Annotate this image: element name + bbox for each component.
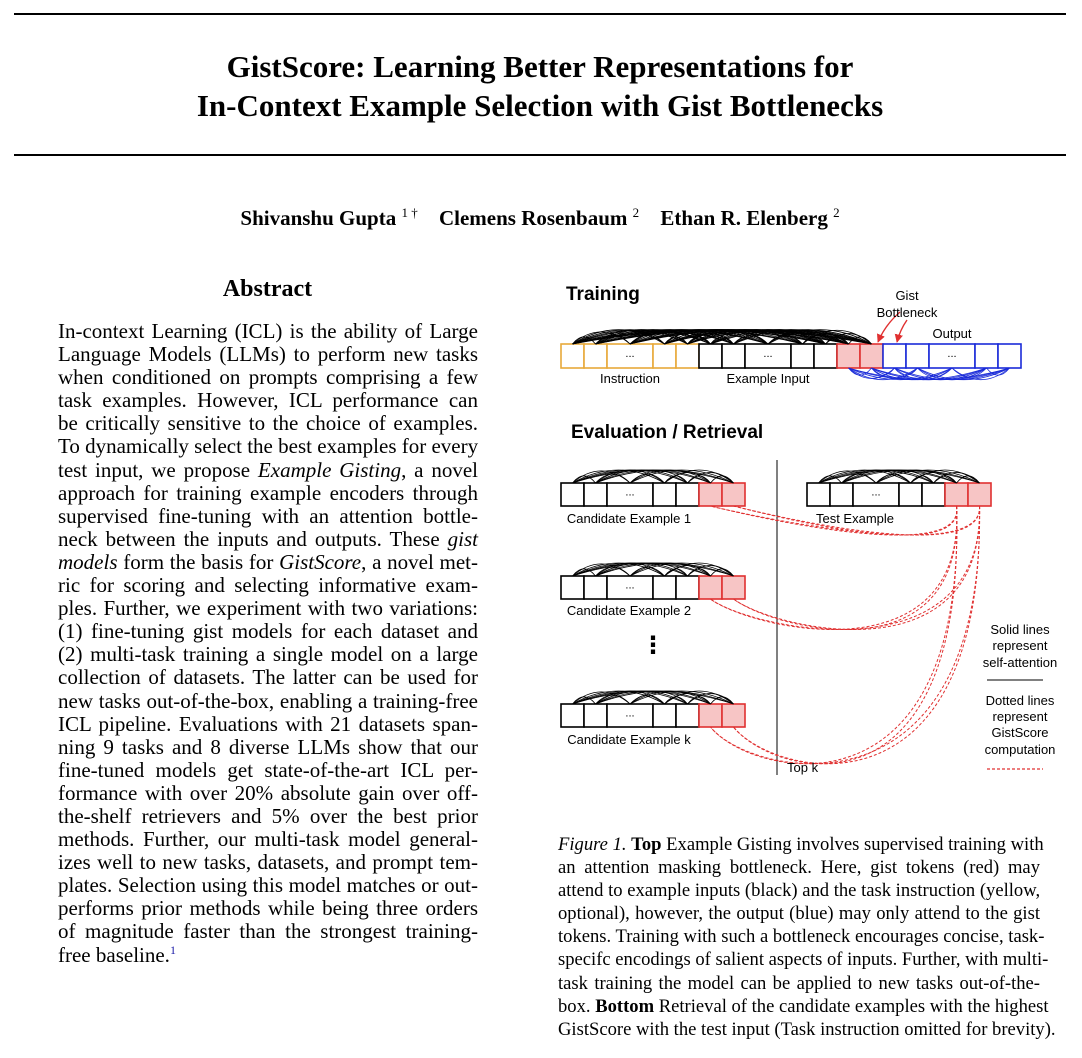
abstract-line	[58, 736, 478, 759]
emphasis-text: gist	[447, 526, 478, 551]
gist-token	[722, 704, 745, 727]
token-box	[561, 344, 584, 368]
abstract-line	[58, 528, 478, 551]
caption-line	[558, 902, 1040, 925]
caption-text: task training the model can be applied to new tasks out-of-the-	[558, 972, 1040, 994]
bottleneck-arrow	[897, 320, 907, 342]
abstract-line	[58, 690, 478, 713]
token-box	[807, 483, 830, 506]
gist-token	[945, 483, 968, 506]
abstract-heading: Abstract	[222, 276, 313, 302]
token-ellipsis: ...	[947, 348, 957, 360]
token-box	[906, 344, 929, 368]
caption-line	[558, 856, 1040, 879]
test-example-label: Test Example	[815, 511, 895, 526]
abstract-line	[58, 944, 478, 967]
abstract-text: test input, we propose	[58, 457, 258, 482]
abstract-text: neck between the inputs and outputs. These	[58, 526, 448, 551]
caption-line	[558, 833, 1044, 856]
caption-line	[558, 948, 1049, 971]
gist-token	[860, 344, 883, 368]
caption-line	[558, 879, 1040, 902]
token-box	[653, 576, 676, 599]
token-box	[676, 576, 699, 599]
token-box	[561, 483, 584, 506]
paper-title-line-2: In-Context Example Selection with Gist Bottlenecks	[196, 88, 884, 123]
author-name: Ethan R. Elenberg	[660, 206, 828, 230]
gist-token	[699, 704, 722, 727]
abstract-line	[58, 897, 478, 920]
abstract-line	[58, 482, 478, 505]
emphasis-text: GistScore	[279, 549, 362, 574]
gist-token	[699, 483, 722, 506]
abstract-text: In-context Learning (ICL) is the ability of Large	[58, 319, 478, 343]
emphasis-text: models	[58, 549, 118, 574]
caption-text: box.	[558, 995, 596, 1017]
token-box	[653, 704, 676, 727]
token-box	[584, 704, 607, 727]
gist-bottleneck-label: Bottleneck	[876, 305, 938, 320]
abstract-text: new tasks out-of-the-box, enabling a training-free	[58, 688, 478, 713]
gist-bottleneck-label: Gist	[895, 288, 919, 303]
token-ellipsis: ...	[625, 579, 635, 592]
token-box	[699, 344, 722, 368]
token-box	[791, 344, 814, 368]
candidate-example-k-label: Candidate Example k	[567, 732, 691, 747]
legend-solid-text: Solid lines	[990, 622, 1050, 637]
abstract-line	[58, 713, 478, 736]
abstract-line	[58, 620, 478, 643]
token-box	[975, 344, 998, 368]
author-affiliation: 2	[632, 205, 640, 220]
token-box	[922, 483, 945, 506]
token-box	[883, 344, 906, 368]
evaluation-title: Evaluation / Retrieval	[571, 422, 764, 443]
abstract-line	[58, 343, 478, 366]
bottom-rule	[14, 154, 1066, 156]
token-box	[998, 344, 1021, 368]
author-affiliation: 2	[833, 205, 840, 220]
caption-text: Example Gisting involves supervised training with	[661, 834, 1044, 855]
abstract-line	[58, 366, 478, 389]
legend-dotted-text: represent	[992, 709, 1048, 724]
caption-line	[558, 925, 1045, 948]
emphasis-text: Example Gisting	[257, 457, 402, 482]
gist-token	[837, 344, 860, 368]
top-label: Top	[631, 834, 662, 855]
abstract-text: ples. Further, we experiment with two variations:	[58, 596, 478, 621]
abstract-line	[58, 459, 478, 482]
abstract-text: task examples. However, ICL performance can	[58, 388, 478, 413]
training-title: Training	[566, 284, 640, 305]
abstract-line	[58, 920, 478, 943]
abstract-line	[58, 574, 478, 597]
caption-text: GistScore with the test input (Task instruction omitted for brevity).	[558, 1018, 1056, 1040]
legend-dotted-text: Dotted lines	[985, 693, 1055, 708]
token-ellipsis: ...	[625, 348, 635, 360]
abstract-text: performs prior methods while being three orders	[58, 896, 478, 921]
candidate-example-1-label: Candidate Example 1	[566, 511, 692, 526]
token-ellipsis: ...	[763, 348, 773, 360]
abstract-line	[58, 643, 478, 666]
caption-text: specifc encodings of salient aspects of inputs. Further, with multi-	[558, 949, 1049, 971]
caption-line	[558, 995, 1049, 1018]
gistscore-dotted-line	[734, 506, 957, 764]
gist-token	[722, 576, 745, 599]
abstract-line	[58, 597, 478, 620]
figure-1-diagram	[545, 270, 1075, 790]
abstract-line	[58, 435, 478, 458]
abstract-line	[58, 759, 478, 782]
token-box	[584, 344, 607, 368]
abstract-text: fine-tuned models get state-of-the-art ICL per-	[58, 757, 478, 782]
abstract-line	[58, 828, 478, 851]
legend-dotted-text: computation	[984, 742, 1056, 757]
abstract-line	[58, 851, 478, 874]
abstract-text: supervised fine-tuning with an attention bottle-	[58, 503, 478, 528]
abstract-text: methods. Further, our multi-task model general-	[58, 827, 478, 852]
token-box	[653, 483, 676, 506]
footnote-marker[interactable]: 1	[169, 942, 176, 957]
abstract-text: when conditioned on prompts comprising a few	[58, 365, 478, 390]
caption-text: tokens. Training with such a bottleneck encourages concise, task-	[558, 926, 1045, 948]
token-ellipsis: ...	[625, 486, 635, 499]
figure-caption	[558, 833, 1056, 1041]
figure-label: Figure 1.	[558, 834, 627, 855]
abstract-text: plates. Selection using this model matches or out-	[58, 873, 478, 898]
abstract-line	[58, 782, 478, 805]
token-box	[561, 704, 584, 727]
token-box	[584, 576, 607, 599]
gistscore-dotted-line	[734, 506, 980, 764]
candidate-example-2-label: Candidate Example 2	[566, 603, 692, 618]
abstract-text: izes well to new tasks, datasets, and prompt tem-	[58, 850, 478, 875]
gist-token	[699, 576, 722, 599]
abstract-text: ric for scoring and selecting informative exam-	[58, 573, 478, 598]
paper-title-line-1: GistScore: Learning Better Representations for	[226, 49, 854, 84]
abstract-text: , a novel	[401, 457, 478, 482]
token-box	[653, 344, 676, 368]
caption-text: Retrieval of the candidate examples with the highest	[654, 995, 1049, 1017]
abstract-text: , a novel met-	[361, 549, 478, 574]
author-list	[14, 200, 1066, 231]
abstract-line	[58, 551, 478, 574]
abstract-line	[58, 805, 478, 828]
abstract-text: (2) multi-task training a single model on a large	[58, 642, 478, 667]
caption-line	[558, 972, 1040, 995]
gist-token	[722, 483, 745, 506]
abstract-text: To dynamically select the best examples for every	[58, 434, 479, 459]
abstract-text: ning 9 tasks and 8 diverse LLMs show that our	[58, 734, 478, 759]
abstract-text: free baseline.	[58, 942, 170, 967]
abstract-text: of magnitude faster than the strongest training-	[58, 919, 478, 944]
example-input-label: Example Input	[726, 371, 810, 386]
abstract-line	[58, 389, 478, 412]
top-k-label: Top k	[787, 760, 819, 775]
abstract-text: Language Models (LLMs) to perform new tasks	[58, 342, 478, 367]
gist-token	[968, 483, 991, 506]
abstract-text: form the basis for	[117, 549, 280, 574]
abstract-line	[58, 412, 478, 435]
output-label: Output	[932, 326, 972, 341]
abstract-text: ICL pipeline. Evaluations with 21 datasets span-	[58, 711, 478, 736]
abstract-text: approach for training example encoders through	[58, 480, 478, 505]
gistscore-dotted-line	[711, 506, 980, 764]
token-box	[830, 483, 853, 506]
token-box	[561, 576, 584, 599]
abstract-text: formance with over 20% absolute gain over off-	[58, 780, 478, 805]
caption-text: an attention masking bottleneck. Here, gist tokens (red) may	[558, 857, 1040, 879]
token-box	[814, 344, 837, 368]
legend-dotted-text: GistScore	[991, 725, 1049, 740]
legend-solid-text: represent	[992, 638, 1048, 653]
token-ellipsis: ...	[625, 707, 635, 720]
caption-text: optional), however, the output (blue) may only attend to the gist	[558, 903, 1040, 925]
caption-text: attend to example inputs (black) and the task instruction (yellow,	[558, 880, 1041, 902]
token-box	[676, 344, 699, 368]
instruction-label: Instruction	[600, 371, 660, 386]
token-ellipsis: ...	[871, 486, 881, 499]
abstract-line	[58, 874, 478, 897]
author-affiliation: 1 †	[401, 205, 418, 220]
abstract-text: (1) fine-tuning gist models for each dataset and	[58, 619, 478, 644]
abstract-line	[58, 666, 478, 689]
legend-solid-text: self-attention	[982, 655, 1058, 670]
token-box	[676, 483, 699, 506]
token-box	[899, 483, 922, 506]
abstract-line	[58, 505, 478, 528]
abstract-text: the-shelf retrievers and 5% over the best prior	[58, 803, 478, 828]
abstract-body	[58, 320, 478, 967]
token-box	[722, 344, 745, 368]
token-box	[584, 483, 607, 506]
bottom-label: Bottom	[595, 995, 655, 1017]
vertical-ellipsis: ⋮	[641, 632, 665, 659]
caption-line	[558, 1018, 1056, 1041]
author-name: Shivanshu Gupta	[240, 206, 397, 230]
top-rule	[14, 13, 1066, 15]
abstract-line	[58, 320, 478, 343]
author-name: Clemens Rosenbaum	[438, 206, 628, 230]
token-box	[676, 704, 699, 727]
abstract-text: collection of datasets. The latter can be used for	[58, 665, 478, 690]
abstract-text: be critically sensitive to the choice of examples.	[58, 411, 478, 436]
